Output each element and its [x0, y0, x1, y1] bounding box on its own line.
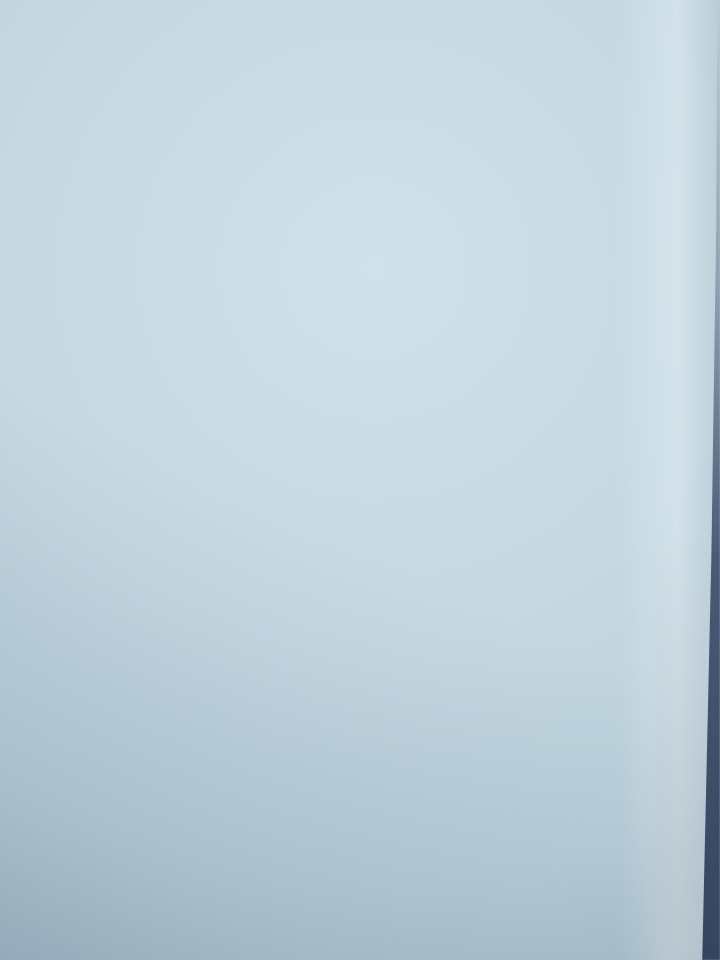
phrase-table	[0, 4, 720, 6]
page-content	[0, 0, 720, 6]
section-heading	[10, 4, 720, 6]
page-edge-highlight	[656, 530, 706, 960]
